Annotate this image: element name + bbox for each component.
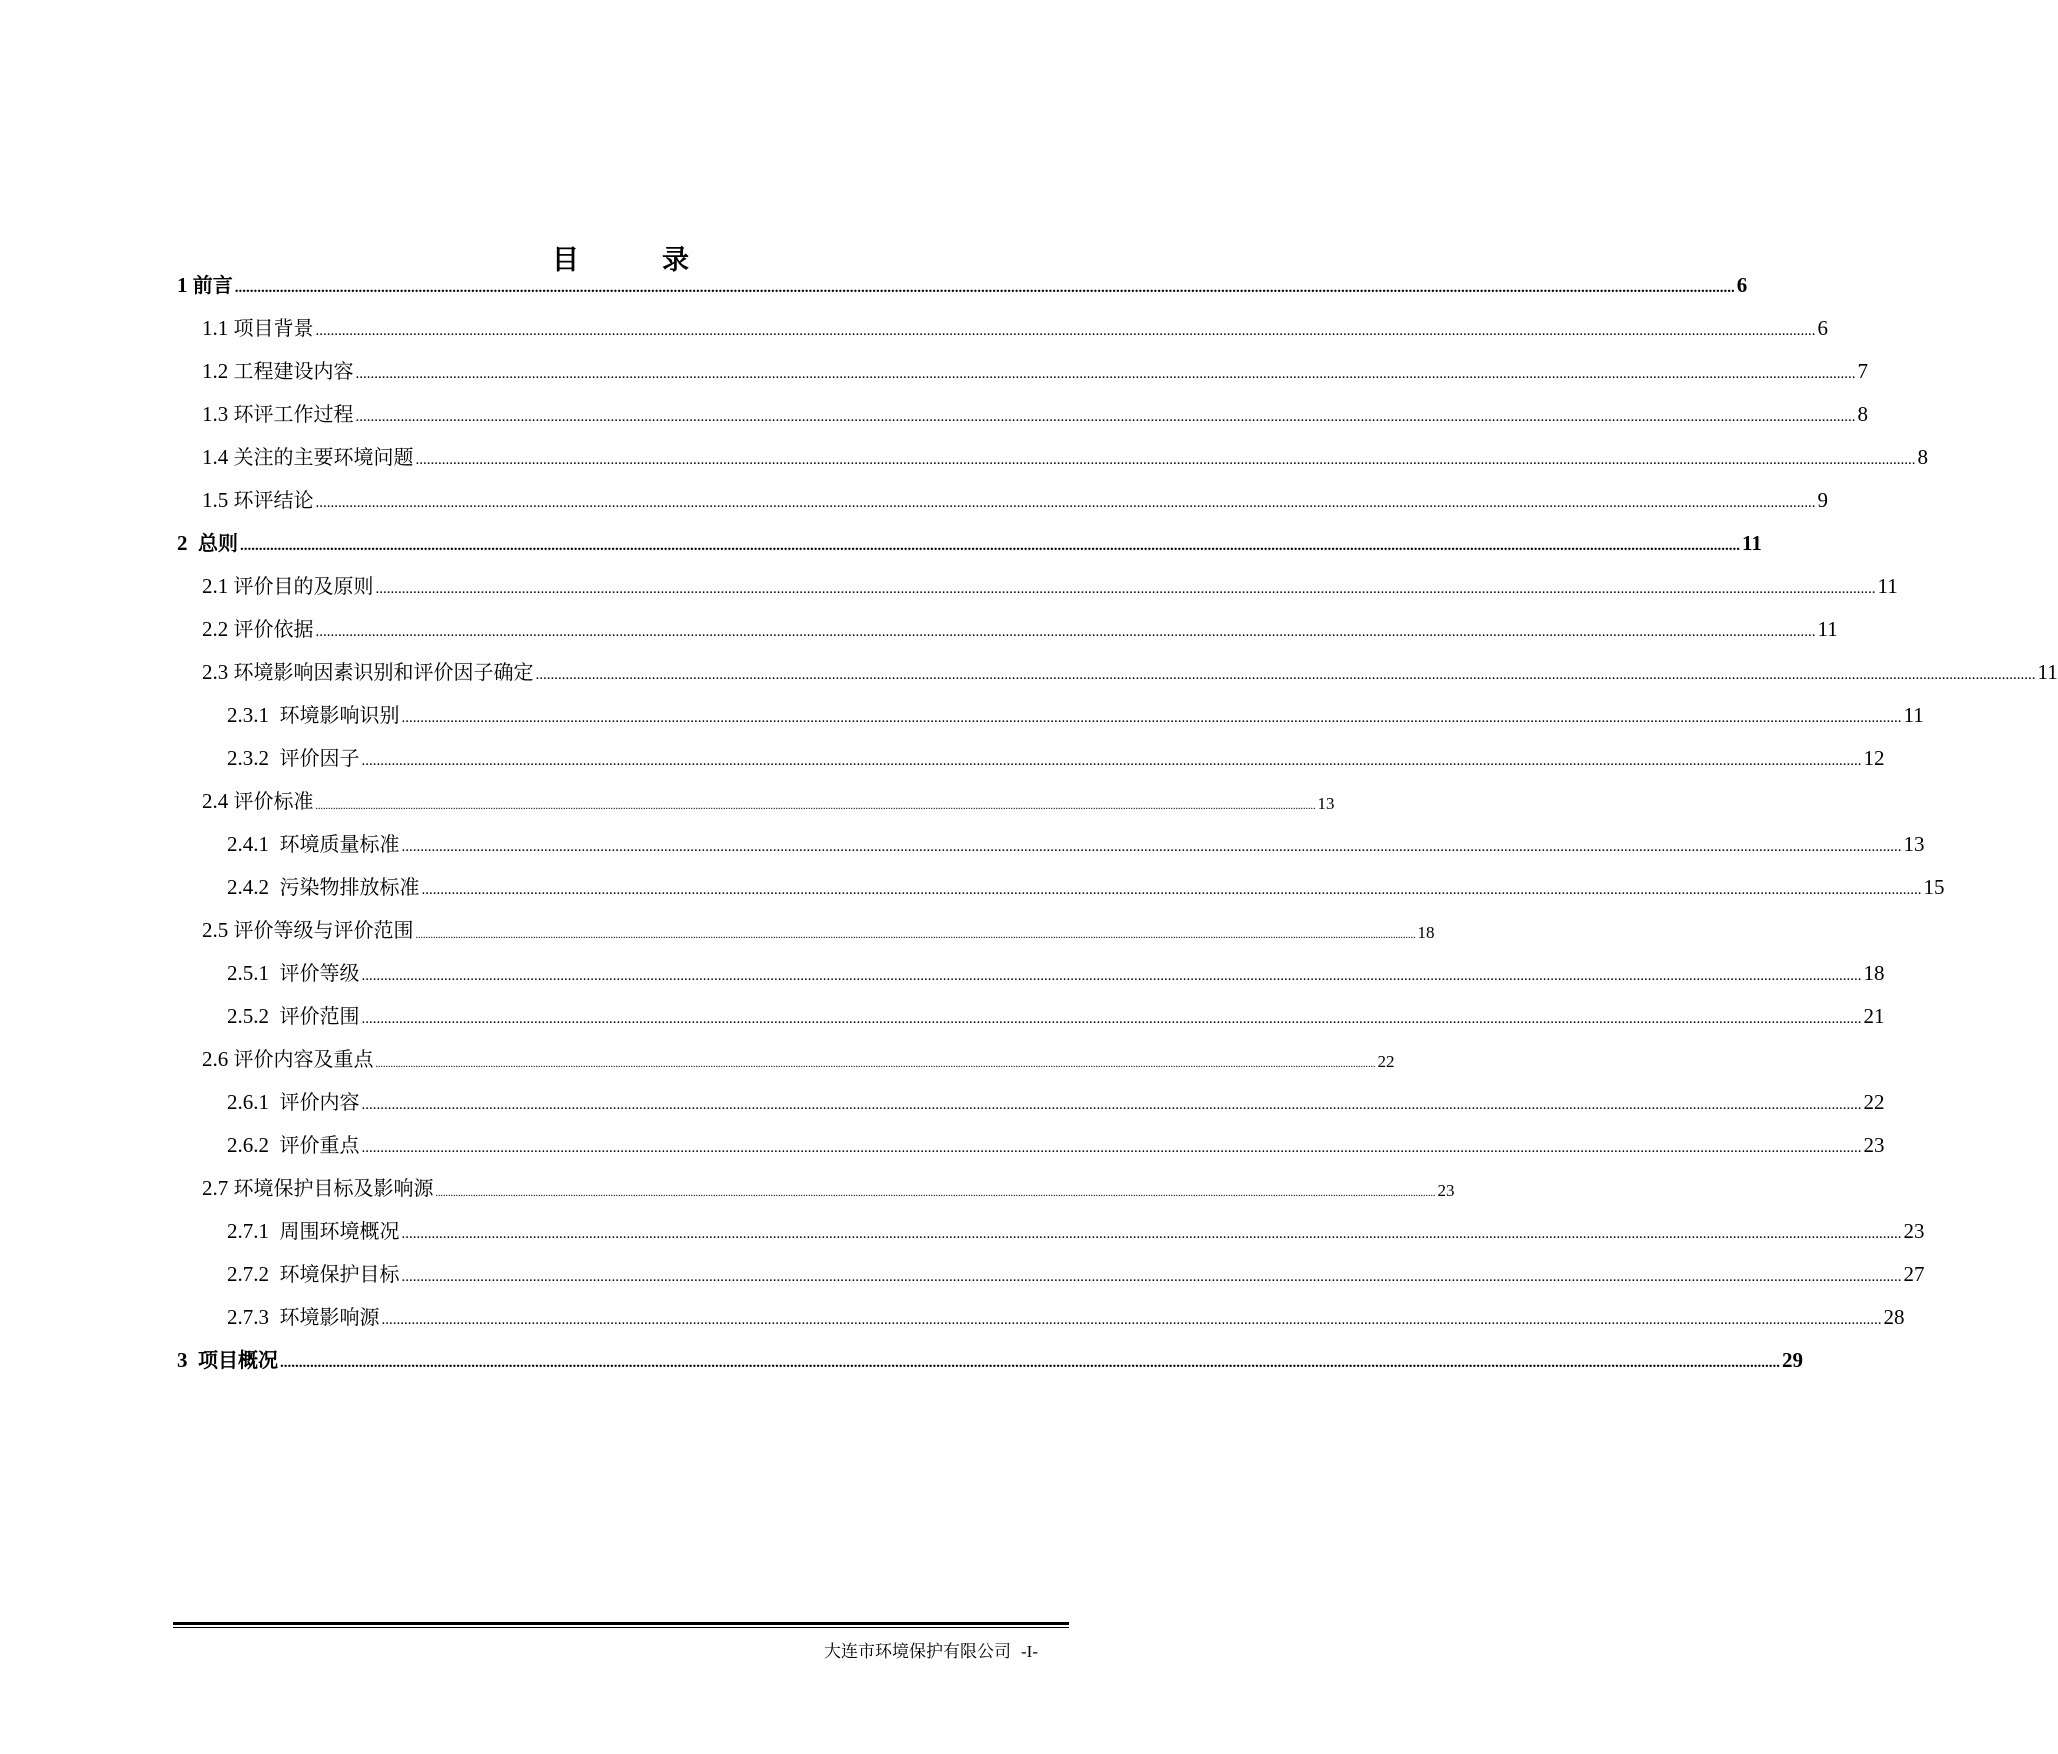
dot-leader: ................................................................................................................................................................................................................................................................................................................................................................................................................ — [361, 753, 1862, 769]
toc-entry-label — [227, 877, 420, 898]
toc-entry-page: 15 — [1923, 875, 1945, 899]
dot-leader: ................................................................................................................................................................................................................................................................................................................................................................................................................ — [435, 1188, 1436, 1199]
toc-entry-page: 8 — [1917, 445, 1928, 469]
toc-entry-label — [202, 1178, 434, 1199]
toc-entry-label — [227, 1135, 360, 1156]
toc-entry-page: 11 — [1817, 617, 1838, 641]
toc-entry-number: 1 — [177, 273, 188, 297]
toc-entry-label — [227, 834, 400, 855]
toc-entry-page: 13 — [1317, 794, 1335, 813]
dot-leader: ................................................................................................................................................................................................................................................................................................................................................................................................................ — [361, 1097, 1862, 1113]
toc-title-text: 目 录 — [552, 245, 717, 276]
dot-leader: ................................................................................................................................................................................................................................................................................................................................................................................................................ — [401, 839, 1902, 855]
toc-entry-page: 13 — [1903, 832, 1925, 856]
toc-entry-page: 23 — [1437, 1181, 1455, 1200]
toc-entry-page: 21 — [1863, 1004, 1885, 1028]
toc-entry-page: 8 — [1857, 402, 1868, 426]
toc-entry-number: 2.4.1 — [227, 832, 269, 856]
toc-entry-number: 3 — [177, 1348, 188, 1372]
toc-entry-page: 7 — [1857, 359, 1868, 383]
toc-entry-number: 2.3.1 — [227, 703, 269, 727]
toc-entry[interactable] — [202, 481, 1828, 512]
toc-entry-label — [202, 361, 354, 382]
toc-entry-number: 1.3 — [202, 402, 229, 426]
toc-entry-text: 环境质量标准 — [279, 832, 400, 856]
dot-leader: ................................................................................................................................................................................................................................................................................................................................................................................................................ — [381, 1312, 1882, 1328]
dot-leader: ................................................................................................................................................................................................................................................................................................................................................................................................................ — [361, 1011, 1862, 1027]
dot-leader: ................................................................................................................................................................................................................................................................................................................................................................................................................ — [315, 624, 1816, 640]
toc-entry-number: 2.7 — [202, 1176, 229, 1200]
toc-entry-page: 18 — [1417, 923, 1435, 942]
toc-entry-number: 1.4 — [202, 445, 229, 469]
dot-leader: ................................................................................................................................................................................................................................................................................................................................................................................................................ — [375, 581, 1876, 597]
toc-entry-text: 评价内容及重点 — [233, 1047, 374, 1071]
toc-entry-text: 环境影响识别 — [279, 703, 400, 727]
dot-leader: ................................................................................................................................................................................................................................................................................................................................................................................................................ — [415, 452, 1916, 468]
toc-entry-label — [227, 1092, 360, 1113]
toc-entry[interactable] — [202, 567, 1898, 598]
toc-entry-text: 前言 — [192, 273, 233, 297]
toc-entry-text: 评价等级 — [279, 961, 360, 985]
dot-leader: ................................................................................................................................................................................................................................................................................................................................................................................................................ — [315, 323, 1816, 339]
toc-entry-page: 12 — [1863, 746, 1885, 770]
toc-entry-label — [202, 404, 354, 425]
footer — [824, 1637, 1038, 1662]
toc-entry-number: 2.5.1 — [227, 961, 269, 985]
toc-entry-label — [202, 662, 534, 683]
toc-entry-text: 关注的主要环境问题 — [233, 445, 414, 469]
toc-entry-text: 环评结论 — [233, 488, 314, 512]
toc-entry[interactable] — [227, 739, 1885, 770]
footer-rule-thin — [173, 1627, 1069, 1628]
dot-leader: ................................................................................................................................................................................................................................................................................................................................................................................................................ — [401, 710, 1902, 726]
toc-entry-label — [227, 1307, 380, 1328]
toc-entry-label — [202, 490, 314, 511]
toc-entry-number: 2.2 — [202, 617, 229, 641]
toc-entry-number: 2.4 — [202, 789, 229, 813]
toc-entry[interactable] — [202, 309, 1828, 340]
toc-entry-page: 11 — [1742, 531, 1762, 555]
dot-leader: ................................................................................................................................................................................................................................................................................................................................................................................................................ — [240, 538, 1740, 554]
toc-entry[interactable] — [202, 352, 1868, 383]
dot-leader: ................................................................................................................................................................................................................................................................................................................................................................................................................ — [280, 1355, 1780, 1371]
toc-entry-label — [202, 1049, 374, 1070]
dot-leader: ................................................................................................................................................................................................................................................................................................................................................................................................................ — [375, 1059, 1376, 1070]
toc-entry-label — [227, 1264, 400, 1285]
dot-leader: ................................................................................................................................................................................................................................................................................................................................................................................................................ — [234, 280, 1735, 296]
toc-entry-label — [227, 748, 360, 769]
toc-entry-number: 2.5.2 — [227, 1004, 269, 1028]
toc-entry[interactable] — [202, 610, 1838, 641]
toc-entry-label — [177, 533, 238, 554]
toc-entry-text: 评价因子 — [279, 746, 360, 770]
toc-entry-page: 22 — [1377, 1052, 1395, 1071]
toc-entry-label — [202, 576, 374, 597]
toc-entry-page: 29 — [1782, 1348, 1803, 1372]
toc-entry-number: 1.2 — [202, 359, 229, 383]
toc-entry[interactable] — [227, 1126, 1885, 1157]
toc-entry-label — [202, 920, 414, 941]
toc-entry-text: 评价依据 — [233, 617, 314, 641]
toc-entry-text: 项目概况 — [198, 1348, 278, 1372]
toc-entry-label — [177, 275, 233, 296]
toc-entry[interactable] — [177, 524, 1762, 555]
toc-entry-label — [202, 447, 414, 468]
toc-entry[interactable] — [202, 782, 1335, 813]
toc-entry[interactable] — [227, 954, 1885, 985]
dot-leader: ................................................................................................................................................................................................................................................................................................................................................................................................................ — [361, 968, 1862, 984]
toc-entry-number: 2.4.2 — [227, 875, 269, 899]
toc-entry[interactable] — [227, 1083, 1885, 1114]
toc-entry-number: 2.1 — [202, 574, 229, 598]
toc-entry[interactable] — [227, 1298, 1905, 1329]
toc-entry-text: 总则 — [198, 531, 238, 555]
toc-entry-number: 2.6 — [202, 1047, 229, 1071]
toc-entry[interactable] — [202, 1040, 1395, 1071]
toc-entry-text: 评价等级与评价范围 — [233, 918, 414, 942]
toc-entry[interactable] — [227, 825, 1925, 856]
toc-entry-number: 2.7.1 — [227, 1219, 269, 1243]
toc-entry-number: 2.5 — [202, 918, 229, 942]
toc-entry-label — [202, 791, 314, 812]
toc-entry-number: 2 — [177, 531, 188, 555]
toc-entry-text: 评价目的及原则 — [233, 574, 374, 598]
toc-entry-number: 2.3 — [202, 660, 229, 684]
toc-entry-text: 评价重点 — [279, 1133, 360, 1157]
toc-entry[interactable] — [227, 1255, 1925, 1286]
toc-entry[interactable] — [227, 1212, 1925, 1243]
dot-leader: ................................................................................................................................................................................................................................................................................................................................................................................................................ — [315, 801, 1316, 812]
toc-entry-label — [227, 1221, 400, 1242]
toc-entry-text: 环境影响因素识别和评价因子确定 — [233, 660, 534, 684]
toc-entry-page: 9 — [1817, 488, 1828, 512]
footer-rule-thick — [173, 1622, 1069, 1625]
dot-leader: ................................................................................................................................................................................................................................................................................................................................................................................................................ — [315, 495, 1816, 511]
toc-entry-text: 项目背景 — [233, 316, 314, 340]
toc-entry-number: 1.1 — [202, 316, 229, 340]
toc-entry[interactable] — [202, 438, 1928, 469]
toc-entry[interactable] — [227, 696, 1924, 727]
toc-entry[interactable] — [227, 997, 1885, 1028]
toc-entry-text: 工程建设内容 — [233, 359, 354, 383]
footer-company: 大连市环境保护有限公司 — [824, 1642, 1012, 1662]
toc-entry[interactable] — [202, 395, 1868, 426]
toc-entry-text: 周围环境概况 — [279, 1219, 400, 1243]
dot-leader: ................................................................................................................................................................................................................................................................................................................................................................................................................ — [401, 1269, 1902, 1285]
toc-entry-page: 28 — [1883, 1305, 1905, 1329]
dot-leader: ................................................................................................................................................................................................................................................................................................................................................................................................................ — [355, 409, 1856, 425]
toc-entry-text: 环评工作过程 — [233, 402, 354, 426]
toc-entry-label — [202, 318, 314, 339]
toc-entry-page: 18 — [1863, 961, 1885, 985]
toc-entry-number: 2.7.3 — [227, 1305, 269, 1329]
toc-entry-number: 1.5 — [202, 488, 229, 512]
toc-entry-text: 污染物排放标准 — [279, 875, 420, 899]
toc-entry-page: 22 — [1863, 1090, 1885, 1114]
footer-page-number: -I- — [1021, 1642, 1038, 1661]
toc-entry-number: 2.3.2 — [227, 746, 269, 770]
toc-entry-page: 11 — [1903, 703, 1924, 727]
toc-entry-page: 23 — [1903, 1219, 1925, 1243]
toc-entry-text: 环境影响源 — [279, 1305, 380, 1329]
toc-entry[interactable] — [202, 1169, 1455, 1200]
toc-entry-page: 6 — [1736, 273, 1748, 297]
toc-entry[interactable] — [202, 911, 1435, 942]
dot-leader: ................................................................................................................................................................................................................................................................................................................................................................................................................ — [421, 882, 1922, 898]
dot-leader: ................................................................................................................................................................................................................................................................................................................................................................................................................ — [401, 1226, 1902, 1242]
toc-entry-label — [202, 619, 314, 640]
toc-entry-text: 环境保护目标及影响源 — [233, 1176, 434, 1200]
toc-entry[interactable] — [227, 868, 1945, 899]
dot-leader: ................................................................................................................................................................................................................................................................................................................................................................................................................ — [535, 667, 2036, 683]
toc-entry-label — [227, 705, 400, 726]
toc-entry[interactable] — [177, 266, 1748, 297]
toc-entry-page: 23 — [1863, 1133, 1885, 1157]
toc-entry[interactable] — [177, 1341, 1803, 1372]
dot-leader: ................................................................................................................................................................................................................................................................................................................................................................................................................ — [415, 930, 1416, 941]
toc-entry-page: 11 — [2037, 660, 2058, 684]
toc-entry-page: 11 — [1877, 574, 1898, 598]
toc-entry-label — [227, 1006, 360, 1027]
toc-entry-label — [177, 1350, 278, 1371]
dot-leader: ................................................................................................................................................................................................................................................................................................................................................................................................................ — [355, 366, 1856, 382]
toc-entry-page: 27 — [1903, 1262, 1925, 1286]
toc-entry-page: 6 — [1817, 316, 1828, 340]
toc-entry-text: 评价标准 — [233, 789, 314, 813]
toc-entry-text: 评价范围 — [279, 1004, 360, 1028]
toc-entry-number: 2.6.1 — [227, 1090, 269, 1114]
dot-leader: ................................................................................................................................................................................................................................................................................................................................................................................................................ — [361, 1140, 1862, 1156]
toc-entry-text: 评价内容 — [279, 1090, 360, 1114]
toc-entry-number: 2.6.2 — [227, 1133, 269, 1157]
toc-entry-number: 2.7.2 — [227, 1262, 269, 1286]
toc-entry-label — [227, 963, 360, 984]
toc-entry[interactable] — [202, 653, 2058, 684]
toc-entry-text: 环境保护目标 — [279, 1262, 400, 1286]
